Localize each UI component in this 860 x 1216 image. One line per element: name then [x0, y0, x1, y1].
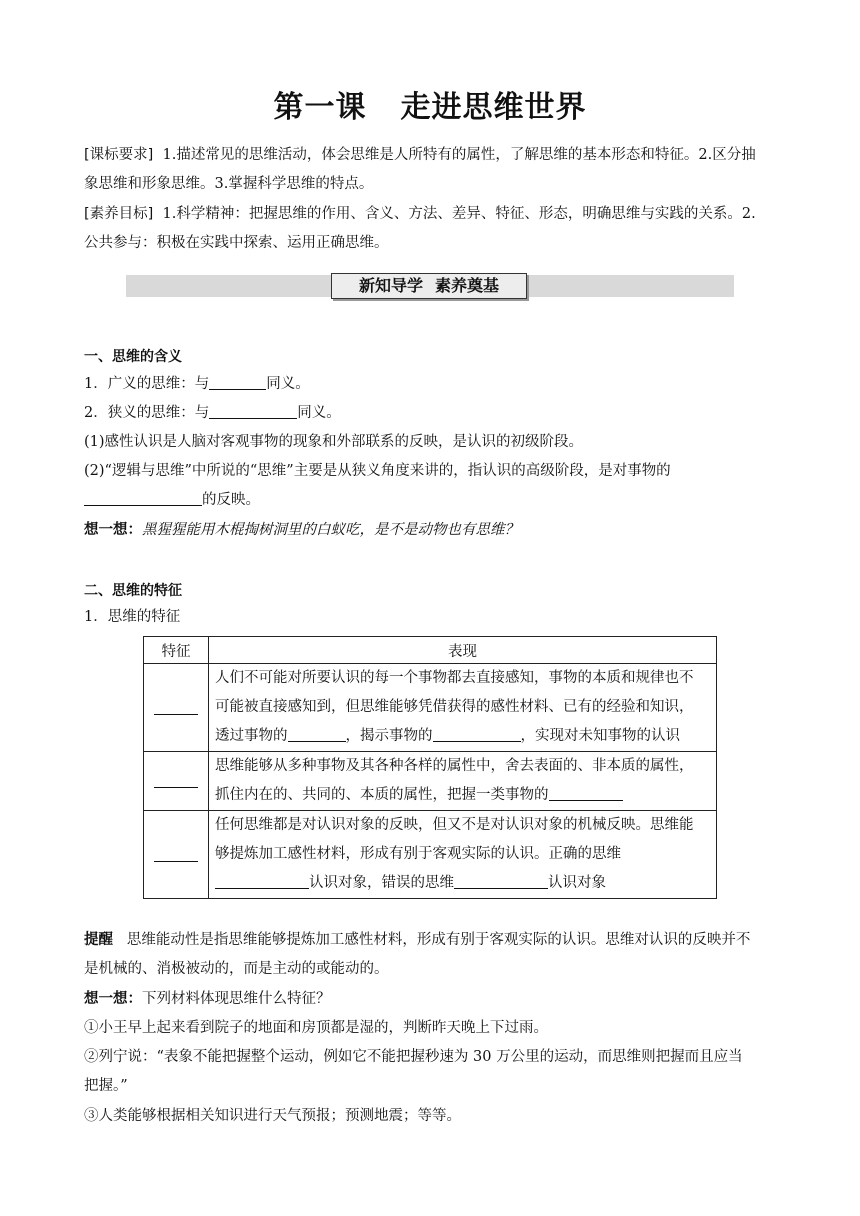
fill-blank[interactable] [454, 873, 548, 889]
section-banner-label: 新知导学 素养奠基 [331, 273, 527, 299]
section1-item1: 1．广义的思维：与 同义。 [84, 376, 310, 392]
section1-sub2-cont: 的反映。 [84, 486, 776, 515]
fill-blank[interactable] [215, 873, 309, 889]
section1-sub2: (2)“逻辑与思维”中所说的“思维”主要是从狭义角度来讲的，指认识的高级阶段，是对事物的 [84, 463, 671, 479]
fill-blank[interactable] [84, 490, 202, 506]
table-row: 任何思维都是对认识对象的反映，但又不是对认识对象的机械反映。思维能 够提炼加工感性材料，形成有别于客观实际的认识。正确的思维 认识对象，错误的思维 认识对象 [144, 811, 717, 899]
material-2-cont: 把握。” [84, 1078, 128, 1094]
page-title: 第一课 走进思维世界 [273, 90, 587, 125]
section1-heading: 一、思维的含义 [84, 349, 182, 365]
section2-heading: 二、思维的特征 [84, 583, 182, 599]
fill-blank[interactable] [549, 785, 623, 801]
material-3: ③人类能够根据相关知识进行天气预报；预测地震；等等。 [84, 1108, 461, 1124]
table-header-row [144, 637, 717, 664]
goals-tag: [素养目标] [84, 206, 154, 222]
literacy-goals: [素养目标] 1.科学精神：把握思维的作用、含义、方法、差异、特征、形态，明确思维与实践的关系。2. 公共参与：积极在实践中探索、运用正确思维。 [84, 206, 756, 251]
table-row: 思维能够从多种事物及其各种各样的属性中，舍去表面的、非本质的属性， 抓住内在的、共同的、本质的属性，把握一类事物的 [144, 752, 717, 811]
fill-blank[interactable] [209, 374, 266, 390]
fill-blank[interactable] [154, 846, 198, 862]
fill-blank[interactable] [154, 699, 198, 715]
fill-blank[interactable] [154, 772, 198, 788]
material-1: ①小王早上起来看到院子的地面和房顶都是湿的，判断昨天晚上下过雨。 [84, 1020, 548, 1036]
table-header-feature: 特征 [144, 637, 209, 664]
fill-blank[interactable] [209, 403, 297, 419]
table-row: 人们不可能对所要认识的每一个事物都去直接感知，事物的本质和规律也不 可能被直接感知到，但思维能够凭借获得的感性材料、已有的经验和知识， 透过事物的 ，揭示事物的 ，实现对未知事物的认识 [144, 664, 717, 752]
table-header-expression: 表现 [209, 637, 717, 664]
tip-label: 提醒 [84, 932, 113, 948]
standards-tag: [课标要求] [84, 147, 154, 163]
section1-item2: 2．狭义的思维：与 同义。 [84, 405, 341, 421]
material-2: ②列宁说：“表象不能把握整个运动，例如它不能把握秒速为 30 万公里的运动，而思维则把握而且应当 [84, 1049, 743, 1065]
section1-think: 想一想：黑猩猩能用木棍掏树洞里的白蚁吃，是不是动物也有思维？ [84, 522, 519, 538]
fill-blank[interactable] [288, 726, 346, 742]
section2-item1: 1．思维的特征 [84, 609, 181, 625]
curriculum-standards: [课标要求] 1.描述常见的思维活动，体会思维是人所特有的属性，了解思维的基本形态和特征。2.区分抽 象思维和形象思维。3.掌握科学思维的特点。 [84, 147, 756, 192]
features-table [143, 636, 717, 899]
section1-sub1: (1)感性认识是人脑对客观事物的现象和外部联系的反映，是认识的初级阶段。 [84, 434, 584, 450]
tip-paragraph: 提醒 思维能动性是指思维能够提炼加工感性材料，形成有别于客观实际的认识。思维对认识的反映并不 是机械的、消极被动的，而是主动的或能动的。 [84, 932, 751, 977]
fill-blank[interactable] [433, 726, 521, 742]
section2-think: 想一想：下列材料体现思维什么特征？ [84, 991, 331, 1007]
